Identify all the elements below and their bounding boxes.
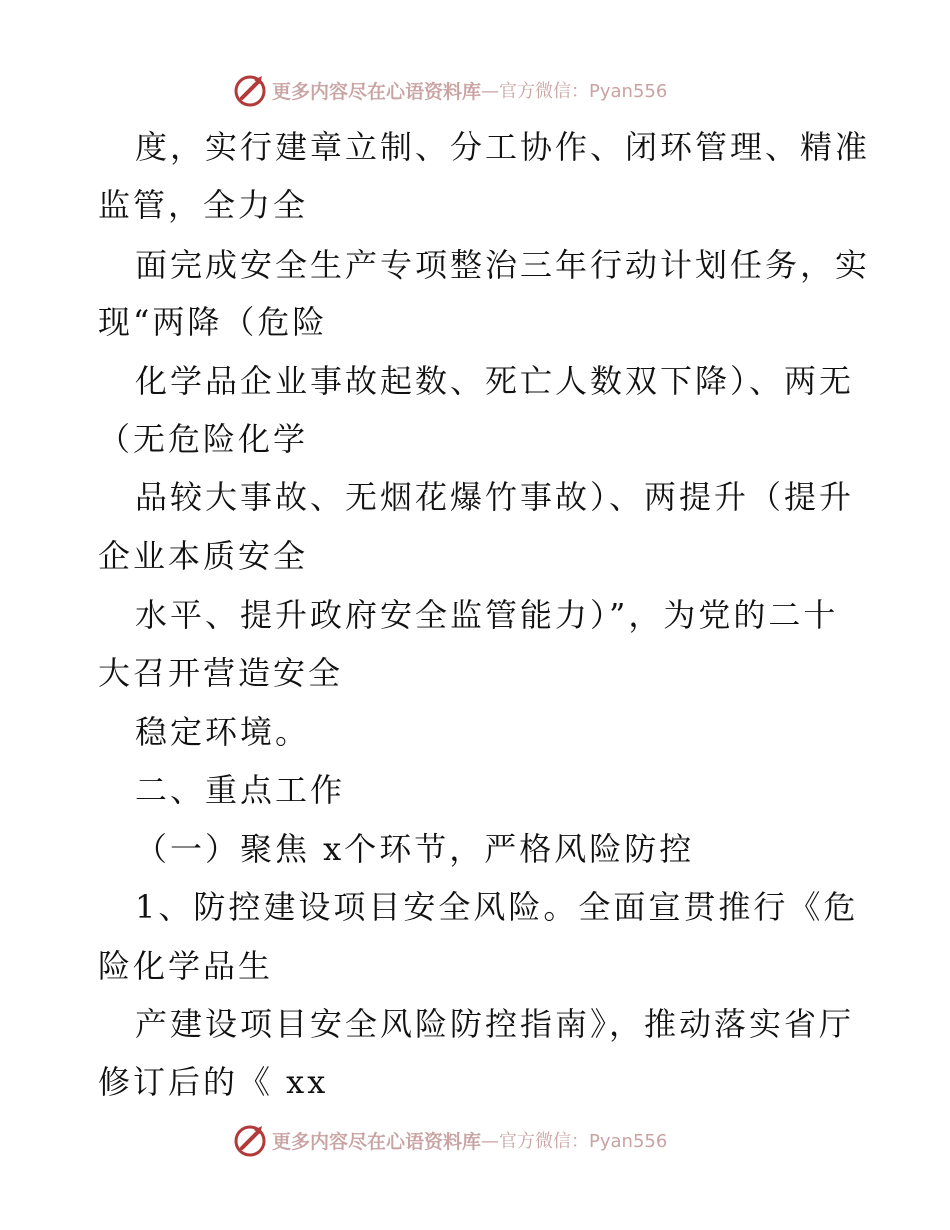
- body-line: 险化学品生: [98, 947, 274, 985]
- watermark-sub-text: —官方微信：Pyan556: [481, 81, 668, 102]
- body-line: 品较大事故、无烟花爆竹事故）、两提升（提升: [135, 478, 855, 516]
- body-line: （无危险化学: [98, 420, 309, 458]
- watermark-main-text: 更多内容尽在心语资料库: [272, 1130, 482, 1153]
- body-line: 产建设项目安全风险防控指南》，推动落实省厅: [135, 1005, 855, 1043]
- body-line: 企业本质安全: [98, 537, 309, 575]
- logo-icon: [232, 1122, 268, 1158]
- body-line: 水平、提升政府安全监管能力）”，为党的二十: [135, 596, 839, 634]
- body-line: 大召开营造安全: [98, 654, 344, 692]
- watermark-banner-top: [232, 70, 667, 110]
- body-line: 监管，全力全: [98, 186, 309, 224]
- body-line: 面完成安全生产专项整治三年行动计划任务，实: [135, 246, 871, 284]
- watermark-banner-bottom: [232, 1120, 667, 1160]
- body-line: 修订后的《 xx: [98, 1063, 329, 1101]
- subsection-heading: （一）聚焦 x个环节，严格风险防控: [135, 830, 695, 868]
- section-heading: 二、重点工作: [135, 771, 346, 809]
- watermark-sub-text: —官方微信：Pyan556: [481, 1131, 668, 1152]
- body-line: 稳定环境。: [135, 713, 311, 751]
- body-line: 现“两降（危险: [98, 303, 328, 341]
- body-line: 度，实行建章立制、分工协作、闭环管理、精准: [135, 128, 871, 166]
- watermark-main-text: 更多内容尽在心语资料库: [272, 80, 482, 103]
- body-line: 1、防控建设项目安全风险。全面宣贯推行《危: [135, 888, 859, 926]
- logo-icon: [232, 72, 268, 108]
- body-line: 化学品企业事故起数、死亡人数双下降）、两无: [135, 362, 855, 400]
